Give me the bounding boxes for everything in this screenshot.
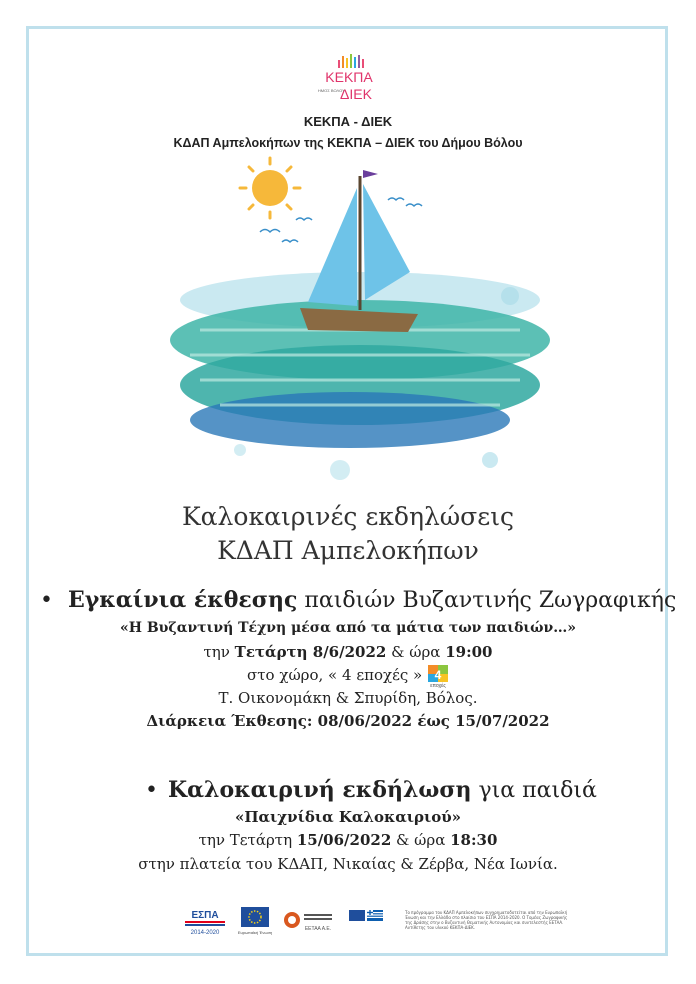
event-1-date-mid: & ώρα xyxy=(386,643,446,661)
bullet-1: • xyxy=(40,588,53,613)
event-1-datetime xyxy=(0,643,696,661)
event-1-venue xyxy=(0,664,696,688)
event-1-bold: Εγκαίνια έκθεσης xyxy=(68,587,298,613)
svg-text:ΚΕΚΠΑ: ΚΕΚΠΑ xyxy=(325,69,373,85)
greece-eu-flags xyxy=(347,906,403,936)
event-1-venue-text: στο χώρο, « 4 εποχές » xyxy=(247,666,423,684)
svg-text:ΕΣΠΑ: ΕΣΠΑ xyxy=(191,910,219,921)
svg-text:ΔΗΜΟΣ ΒΟΛΟΥ: ΔΗΜΟΣ ΒΟΛΟΥ xyxy=(318,88,345,93)
espa-logo xyxy=(183,906,227,936)
eetaa-icon xyxy=(282,906,334,936)
logo-bars-icon xyxy=(318,52,380,108)
event-2-date-pre: την Τετάρτη xyxy=(198,831,297,849)
event-2-quote: «Παιχνίδια Καλοκαιριού» xyxy=(234,808,462,826)
4-epoxes-logo xyxy=(427,664,449,688)
eu-logo xyxy=(238,906,272,936)
event-1-date-pre: την xyxy=(203,643,235,661)
kekpa-diek-logo xyxy=(318,52,380,108)
espa-icon xyxy=(183,906,227,936)
event-2-datetime xyxy=(0,831,696,849)
svg-text:2014-2020: 2014-2020 xyxy=(190,930,220,936)
event-1-address: Τ. Οικονομάκη & Σπυρίδη, Βόλος. xyxy=(218,689,478,707)
bullet-2: • xyxy=(145,778,158,803)
event-1-date: Τετάρτη 8/6/2022 xyxy=(234,643,387,661)
event-2-date-mid: & ώρα xyxy=(391,831,451,849)
4-epoxes-icon xyxy=(427,664,449,688)
event-2-heading xyxy=(168,777,597,803)
eu-flag-icon xyxy=(238,906,272,936)
sun-icon xyxy=(240,158,300,218)
event-1-quote: «Η Βυζαντινή Τέχνη μέσα από τα μάτια των παιδιών…» xyxy=(120,620,576,636)
svg-text:4: 4 xyxy=(434,668,442,682)
event-2-address: στην πλατεία του ΚΔΑΠ, Νικαίας & Ζέρβα, Νέα Ιωνία. xyxy=(138,855,558,873)
event-2-rest: για παιδιά xyxy=(471,778,597,803)
svg-text:εποχές: εποχές xyxy=(430,683,446,688)
svg-text:ΕΕΤΑΑ Α.Ε.: ΕΕΤΑΑ Α.Ε. xyxy=(304,926,332,932)
title-line-1: Καλοκαιρινές εκδηλώσεις xyxy=(181,502,515,531)
org-name: ΚΕΚΠΑ - ΔΙΕΚ xyxy=(303,114,393,129)
event-2-date: 15/06/2022 xyxy=(296,831,392,849)
svg-text:Ευρωπαϊκή Ένωση: Ευρωπαϊκή Ένωση xyxy=(238,930,272,935)
svg-text:ΔΙΕΚ: ΔΙΕΚ xyxy=(340,86,372,102)
flags-icon xyxy=(347,906,403,936)
org-subtitle: ΚΔΑΠ Αμπελοκήπων της ΚΕΚΠΑ – ΔΙΕΚ του Δήμου Βόλου xyxy=(173,136,523,150)
title-line-2: ΚΔΑΠ Αμπελοκήπων xyxy=(217,536,479,565)
event-1-heading xyxy=(68,587,676,613)
event-2-bold: Καλοκαιρινή εκδήλωση xyxy=(168,777,472,803)
event-1-rest: παιδιών Βυζαντινής Ζωγραφικής xyxy=(297,588,677,613)
page-title xyxy=(0,500,696,568)
event-1-time: 19:00 xyxy=(445,643,493,661)
funding-note: Το πρόγραμμα του ΚΔΑΠ Αμπελοκήπων συγχρηματοδοτείται από την Ευρωπαϊκή Ένωση και την Ελλάδα στο πλαίσιο του ΕΣΠΑ 2014-2020. Ο Τομέας Ζωγραφικής της Δράσης στην ο Βυζαντινή Θεματικής Αυτονομίας και συντελεστής ΕΕΤΑΑ. Αντίθετης του υλικού ΚΕΚΠΑ-ΔΙΕΚ. xyxy=(405,910,568,930)
event-1-duration: Διάρκεια Έκθεσης: 08/06/2022 έως 15/07/2022 xyxy=(146,712,550,730)
sailboat-illustration xyxy=(160,150,560,490)
eetaa-logo xyxy=(282,906,334,936)
event-2-time: 18:30 xyxy=(450,831,498,849)
